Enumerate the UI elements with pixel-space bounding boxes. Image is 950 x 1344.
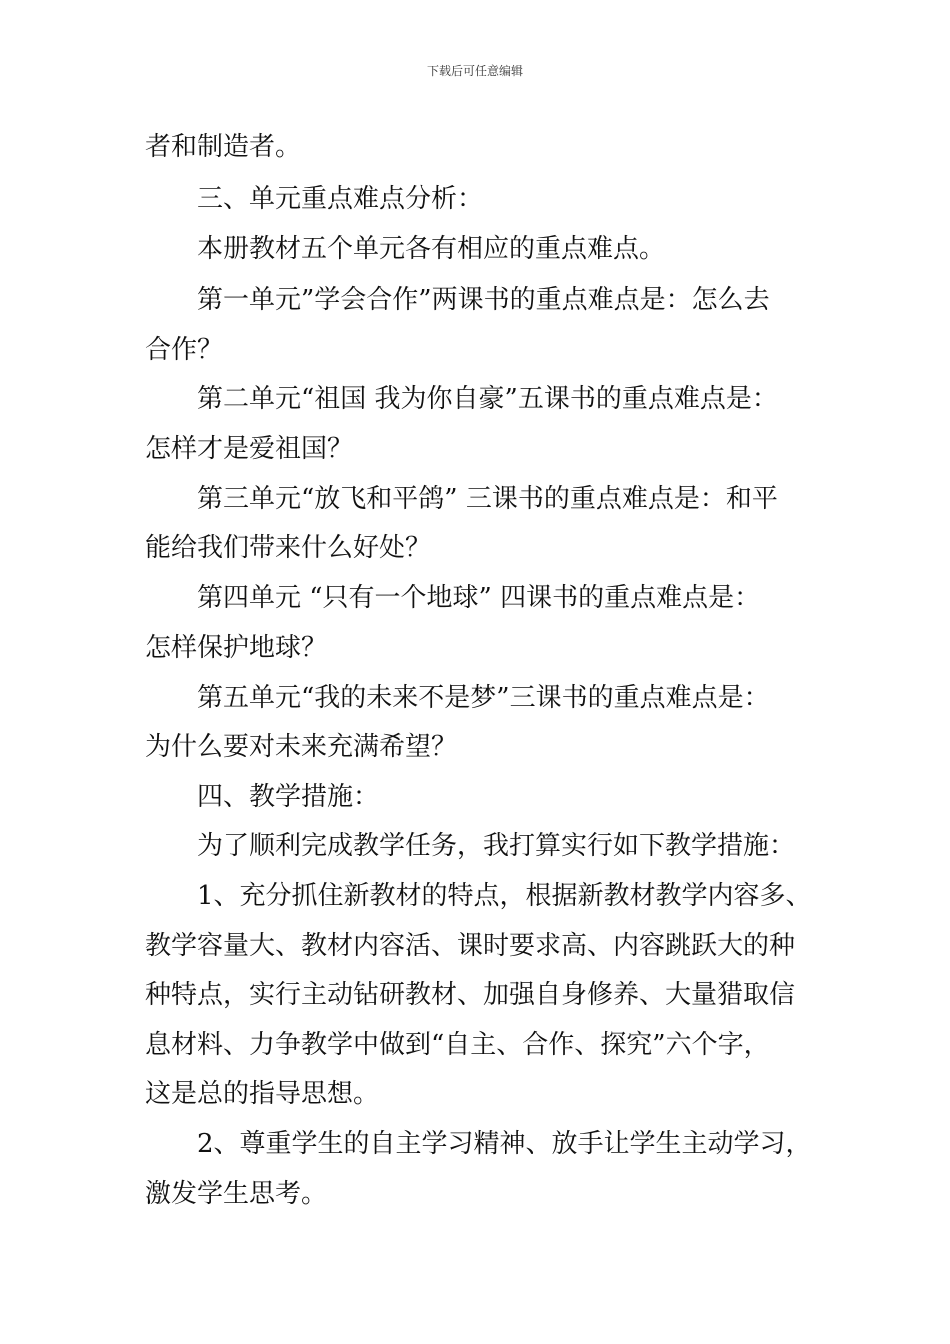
section-heading: 四、教学措施： [197,782,380,812]
text-line: 1、充分抓住新教材的特点，根据新教材教学内容多、 [197,881,812,911]
text-line: 这是总的指导思想。 [145,1079,380,1109]
text-line: 激发学生思考。 [145,1179,328,1209]
text-line: 合作？ [145,335,224,365]
text-line: 第一单元”学会合作”两课书的重点难点是：怎么去 [197,285,770,315]
text-line: 第三单元“放飞和平鸽” 三课书的重点难点是：和平 [197,484,778,514]
text-line: 能给我们带来什么好处？ [145,533,432,563]
text-line: 本册教材五个单元各有相应的重点难点。 [197,234,666,264]
text-line: 第二单元“祖国 我为你自豪”五课书的重点难点是： [197,384,778,414]
text-line: 怎样才是爱祖国？ [145,434,354,464]
text-line: 2、尊重学生的自主学习精神、放手让学生主动学习， [197,1129,812,1159]
text-line: 为什么要对未来充满希望？ [145,732,458,762]
text-line: 怎样保护地球？ [145,633,328,663]
section-heading: 三、单元重点难点分析： [197,184,484,214]
text-line: 息材料、力争教学中做到“自主、合作、探究”六个字， [145,1030,770,1060]
text-line: 第四单元 “只有一个地球” 四课书的重点难点是： [197,583,761,613]
text-line: 者和制造者。 [145,132,302,162]
text-line: 为了顺利完成教学任务，我打算实行如下教学措施： [197,831,796,861]
text-line: 第五单元“我的未来不是梦”三课书的重点难点是： [197,683,770,713]
text-line: 种特点，实行主动钻研教材、加强自身修养、大量猎取信 [145,980,796,1010]
page-header: 下载后可任意编辑 [426,64,523,78]
text-line: 教学容量大、教材内容活、课时要求高、内容跳跃大的种 [145,931,796,961]
